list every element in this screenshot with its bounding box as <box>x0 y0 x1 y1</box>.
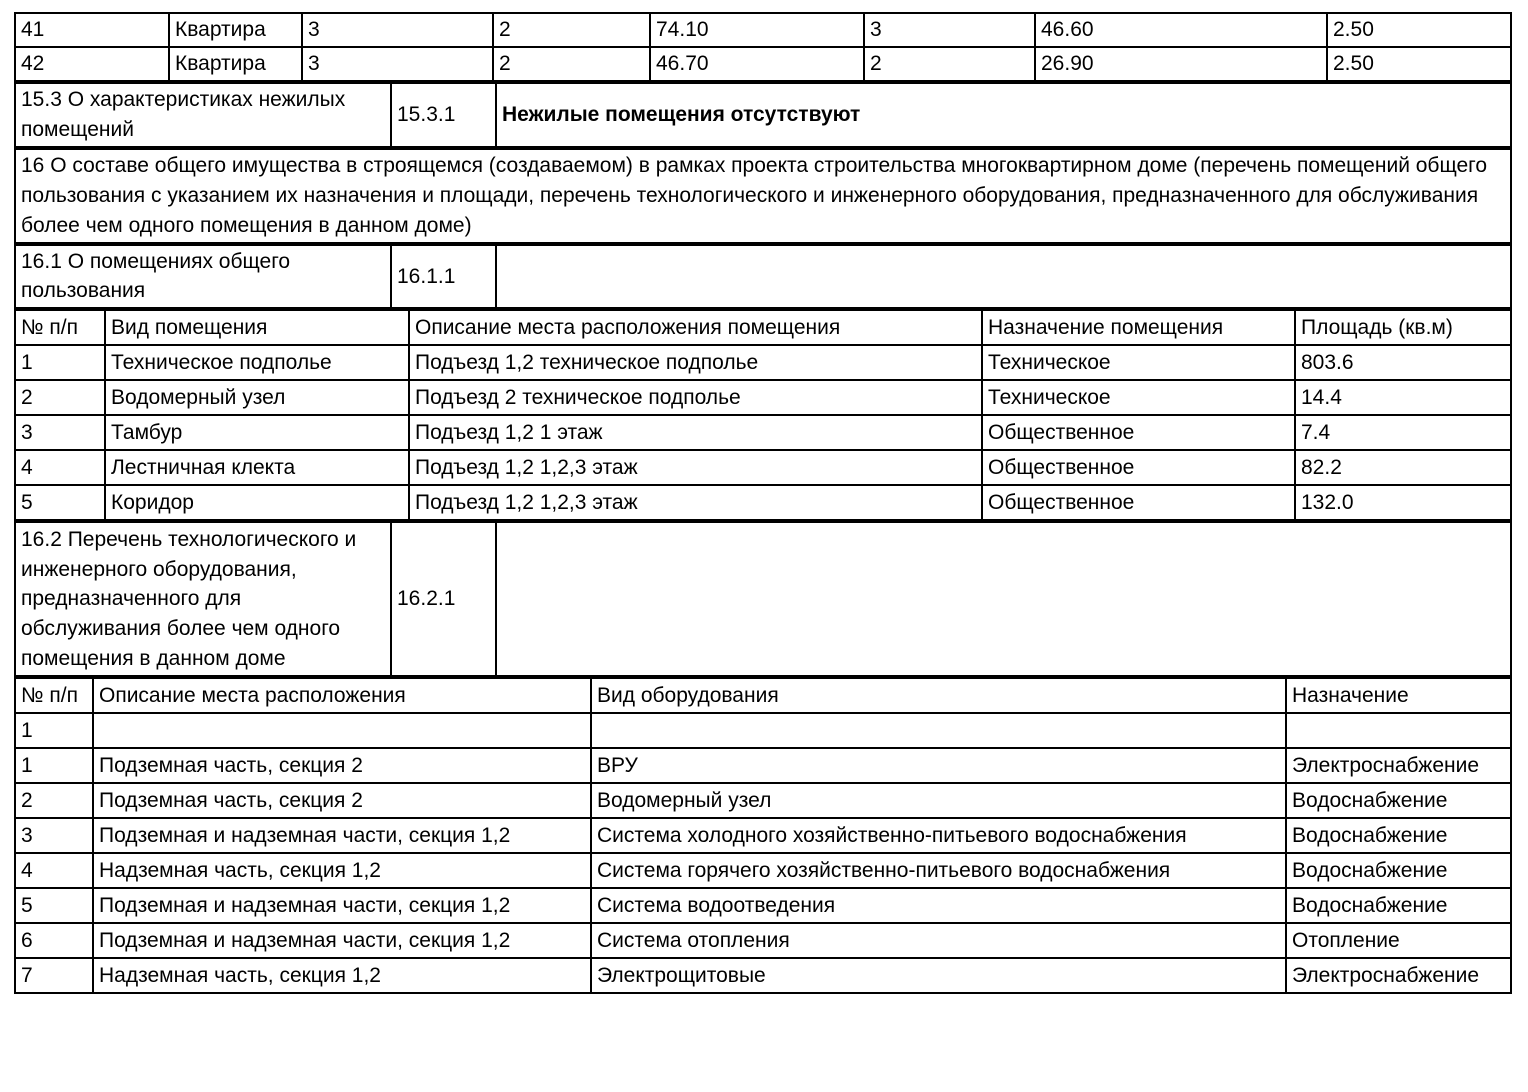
cell: Электроснабжение <box>1286 748 1511 783</box>
cell: Водоснабжение <box>1286 888 1511 923</box>
cell: Квартира <box>169 13 302 47</box>
section-label: 16.2 Перечень технологического и инженерного оборудования, предназначенного для обслуживания более чем одного помещения в данном доме <box>15 522 391 676</box>
cell: 82.2 <box>1295 450 1511 485</box>
cell: Подземная часть, секция 2 <box>93 783 591 818</box>
cell: 14.4 <box>1295 380 1511 415</box>
section-value: Нежилые помещения отсутствуют <box>496 83 1511 147</box>
section-15-3 <box>14 82 1512 148</box>
cell: 1 <box>15 748 93 783</box>
apartments-table <box>14 12 1512 82</box>
section-16-1 <box>14 244 1512 310</box>
cell: Тамбур <box>105 415 409 450</box>
section-label: 15.3 О характеристиках нежилых помещений <box>15 83 391 147</box>
cell: Система отопления <box>591 923 1286 958</box>
cell: 2.50 <box>1327 13 1511 47</box>
cell: 42 <box>15 47 169 81</box>
cell: ВРУ <box>591 748 1286 783</box>
cell: 2.50 <box>1327 47 1511 81</box>
table-row <box>15 923 1511 958</box>
cell: 74.10 <box>650 13 864 47</box>
cell: Техническое <box>982 345 1295 380</box>
cell: 3 <box>864 13 1035 47</box>
cell <box>591 713 1286 748</box>
cell: Водоснабжение <box>1286 783 1511 818</box>
column-header: № п/п <box>15 678 93 713</box>
cell: Подъезд 1,2 техническое подполье <box>409 345 982 380</box>
cell: Подземная и надземная части, секция 1,2 <box>93 923 591 958</box>
table-row <box>15 522 1511 676</box>
column-header: Описание места расположения помещения <box>409 310 982 345</box>
table-row <box>15 853 1511 888</box>
cell: Подъезд 1,2 1,2,3 этаж <box>409 485 982 520</box>
section-code: 16.2.1 <box>391 522 496 676</box>
section-value <box>496 522 1511 676</box>
cell: Коридор <box>105 485 409 520</box>
cell: 132.0 <box>1295 485 1511 520</box>
column-header: Площадь (кв.м) <box>1295 310 1511 345</box>
column-header: Назначение помещения <box>982 310 1295 345</box>
cell: Надземная часть, секция 1,2 <box>93 958 591 993</box>
cell: 3 <box>15 415 105 450</box>
column-header: № п/п <box>15 310 105 345</box>
column-header: Назначение <box>1286 678 1511 713</box>
table-row <box>15 748 1511 783</box>
cell: Подъезд 1,2 1 этаж <box>409 415 982 450</box>
cell: 46.70 <box>650 47 864 81</box>
table-row <box>15 13 1511 47</box>
cell: Общественное <box>982 485 1295 520</box>
cell: Система горячего хозяйственно-питьевого водоснабжения <box>591 853 1286 888</box>
common-rooms-table <box>14 309 1512 521</box>
section-code: 15.3.1 <box>391 83 496 147</box>
cell: 2 <box>15 783 93 818</box>
cell: 3 <box>302 13 493 47</box>
cell: Водоснабжение <box>1286 853 1511 888</box>
section-code: 16.1.1 <box>391 245 496 309</box>
cell: 41 <box>15 13 169 47</box>
cell: Подземная и надземная части, секция 1,2 <box>93 818 591 853</box>
cell: 803.6 <box>1295 345 1511 380</box>
cell: Техническое <box>982 380 1295 415</box>
section-value <box>496 245 1511 309</box>
column-header: Вид помещения <box>105 310 409 345</box>
cell <box>1286 713 1511 748</box>
header-row <box>15 678 1511 713</box>
cell: Электрощитовые <box>591 958 1286 993</box>
cell: 46.60 <box>1035 13 1327 47</box>
cell: Подземная часть, секция 2 <box>93 748 591 783</box>
table-row <box>15 149 1511 243</box>
cell: Система водоотведения <box>591 888 1286 923</box>
table-row <box>15 245 1511 309</box>
cell: 5 <box>15 485 105 520</box>
cell: 6 <box>15 923 93 958</box>
cell: Водомерный узел <box>105 380 409 415</box>
cell: 3 <box>15 818 93 853</box>
table-row <box>15 450 1511 485</box>
table-row <box>15 958 1511 993</box>
table-row <box>15 783 1511 818</box>
table-row <box>15 380 1511 415</box>
cell: 3 <box>302 47 493 81</box>
section-label: 16.1 О помещениях общего пользования <box>15 245 391 309</box>
column-header: Описание места расположения <box>93 678 591 713</box>
cell: Общественное <box>982 415 1295 450</box>
cell: Электроснабжение <box>1286 958 1511 993</box>
cell: 4 <box>15 450 105 485</box>
cell: Подъезд 1,2 1,2,3 этаж <box>409 450 982 485</box>
cell: 7.4 <box>1295 415 1511 450</box>
cell: Подземная и надземная части, секция 1,2 <box>93 888 591 923</box>
column-header: Вид оборудования <box>591 678 1286 713</box>
table-row <box>15 83 1511 147</box>
cell: Общественное <box>982 450 1295 485</box>
cell: Система холодного хозяйственно-питьевого водоснабжения <box>591 818 1286 853</box>
section-16-2 <box>14 521 1512 677</box>
cell: 2 <box>864 47 1035 81</box>
cell: Подъезд 2 техническое подполье <box>409 380 982 415</box>
table-row <box>15 485 1511 520</box>
cell: Надземная часть, секция 1,2 <box>93 853 591 888</box>
header-row <box>15 310 1511 345</box>
equipment-table <box>14 677 1512 994</box>
cell: Водомерный узел <box>591 783 1286 818</box>
cell: Лестничная клекта <box>105 450 409 485</box>
cell: 1 <box>15 345 105 380</box>
section-16 <box>14 148 1512 244</box>
table-row <box>15 47 1511 81</box>
cell: Отопление <box>1286 923 1511 958</box>
cell: 7 <box>15 958 93 993</box>
section-heading: 16 О составе общего имущества в строящемся (создаваемом) в рамках проекта строительства многоквартирном доме (перечень помещений общего пользования с указанием их назначения и площади, перечень технологического и инженерного оборудования, предназначенного для обслуживания более чем одного помещения в данном доме) <box>15 149 1511 243</box>
cell: 26.90 <box>1035 47 1327 81</box>
cell: 2 <box>15 380 105 415</box>
table-row <box>15 345 1511 380</box>
cell: 1 <box>15 713 93 748</box>
table-row <box>15 415 1511 450</box>
table-row <box>15 888 1511 923</box>
cell: Техническое подполье <box>105 345 409 380</box>
table-row-empty <box>15 713 1511 748</box>
cell: 2 <box>493 13 650 47</box>
cell: Квартира <box>169 47 302 81</box>
cell: 4 <box>15 853 93 888</box>
cell: 5 <box>15 888 93 923</box>
cell <box>93 713 591 748</box>
cell: Водоснабжение <box>1286 818 1511 853</box>
table-row <box>15 818 1511 853</box>
cell: 2 <box>493 47 650 81</box>
